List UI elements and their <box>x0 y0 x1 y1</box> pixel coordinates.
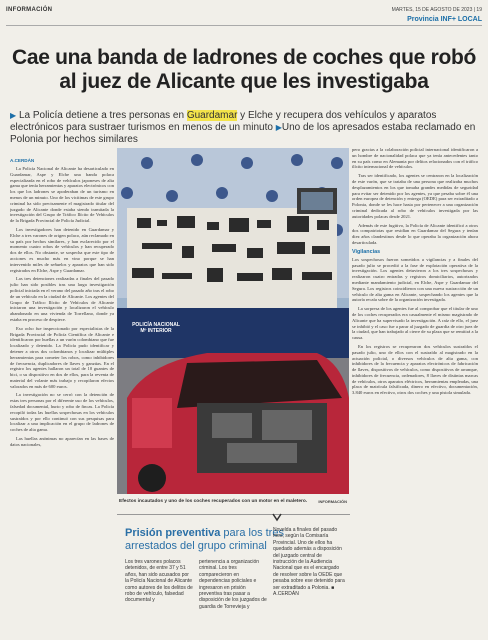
sidebar-box <box>117 514 350 626</box>
section-tag: INFORMACIÓN <box>6 7 53 13</box>
police-badge <box>121 322 191 334</box>
paragraph: Las tres detenciones realizadas a finales del pasado julio han sido posibles tras una larga investigación policial iniciada en el verano del pasado año tras el robo de un vehículo en la ciudad de Alicante. Los agentes del Grupo de Tráfico Ilícito de Vehículos de Alicante iniciaron una investigación y localizaron el vehículo abandonado en una vivienda de Torrellano, donde ya estaba en proceso de despiece. <box>10 276 114 322</box>
deck-text-3: Uno de los apresados estaba reclamado en Polonia por hechos similares <box>10 122 476 145</box>
paragraph: pero gracias a la colaboración policial internacional identificaron a un hombre de nacionalidad polaca que ya tenía antecedentes tanto en su país como en Alemania por delitos relacionados con el tráfico ilícito internacional de vehículos. <box>352 147 478 170</box>
triangle-bullet-icon: ▶ <box>275 123 282 132</box>
badge-line-1: POLICÍA NACIONAL <box>132 322 180 328</box>
brand-left: Provincia <box>407 16 439 23</box>
issue-date: MARTES, 15 DE AGOSTO DE 2023 | 19 <box>391 7 482 13</box>
paragraph: En los registros se recuperaron dos vehículos sustraídos el pasado julio, uno de ellos con el sustraído al magistrado en la actuación policial, o diversos vehículos de alta gama, con inhibidores de la frecuencia y aparatos electrónicos de fabricación de llaves, dispositivos de vehículos, como dispositivos de arranque, inhibidores de frecuencia, ordenadores, 8 llaves de distintas marcas de vehículos, otros aparatos eléctricos, herramientas empleadas, una placa de matrícula falsificada, dinero en efectivo, documentación, 3.840 euros en efectivo, otros dos coches y una pistola simulada. <box>352 343 478 396</box>
paragraph: Los investigadores han detenido en Guardamar y Elche a tres varones de origen polaco, aún reclamado en su país por hechos similares, y han esclarecido por el momento cuatro robos de vehículos y han recuperado dos de ellos. No obstante, se sospecha que este tipo de acciones es mucho más en vino porque se han intervenido miles de señuelos y aparatos que han sido registrados en Elche, Aspe y Guardamar. <box>10 226 114 273</box>
photo-credit: INFORMACIÓN <box>318 499 347 504</box>
photo-caption <box>117 496 349 510</box>
badge-line-2: Mº INTERIOR <box>140 328 172 334</box>
brand-right: INF+ LOCAL <box>440 16 482 23</box>
box-column-2: pertenencia a organización criminal. Los tres comparecieron en dependencias policiales e ingresaron en prisión preventiva tras pasar a disposición de los juzgados de guardia de Torrevieja y <box>199 559 267 610</box>
section-brand <box>407 16 482 23</box>
page-header <box>6 4 482 26</box>
paragraph: Tras ser identificado, los agentes se centraron en la localización de este varón, que se trataba de una persona que realizaba muchos desplazamientos en los que tomaba grandes medidas de seguridad para evitar ser detenido por los agentes, ya que pesaba sobre él una orden europea de detención y entrega (OEDE) para ser extraditado a Polonia, donde se les hace hasta por pertenecer a una organización criminal dedicada al robo de vehículos investigada por las autoridades polacas desde 2021. <box>352 173 478 219</box>
deck-text-1: La Policía detiene a tres personas en <box>18 110 187 121</box>
article-column-2 <box>352 147 478 627</box>
paragraph: Los sospechosos fueron sometidos a vigilancias y a finales del pasado julio se procedió a la fase de explotación operativa de la investigación. Los agentes detuvieron a los tres sospechosos y realizaron cuatro entradas y registros domiciliarios, autorizados mediante mandamiento judicial, en Elche, Aspe y Guardamar del Segura. Los registros coincidieron con una nueva sustracción de un vehículo de alta gama en Alicante, sospechando los agentes que la autoría recaía sobre de la organización investigada. <box>352 256 478 303</box>
paragraph: La Policía Nacional de Alicante ha desarticulado en Guardamar, Aspe y Elche una banda polaca especializada en el robo de vehículos japoneses de alta gama que tenía herramientas y aparatos electrónicos con los que los ladrones se apoderaban de un turismo en menos de un minuto. Uno de los vicitimas de este grupo criminal ha sido precisamente el magistrado titular del juzgado de Alicante donde estaba siendo tramitada la investigación del Grupo de Tráfico Ilícito de Vehículos de la Brigada Provincial de Policía Judicial. <box>10 166 114 224</box>
paragraph: Además de este fugitivo, la Policía de Alicante identificó a otros dos compatriotas que residían en Guardamar del Segura y tenían diez años clandestinos desde lo que operaba la organización ahora desarticulada. <box>352 222 478 245</box>
paragraph: Las huellas anónimas no aparecían en las bases de datos nacionales, <box>10 436 114 447</box>
byline: A.CERDÁN <box>10 158 35 163</box>
box-title-rest: para los tres arrestados del grupo criminal <box>125 527 284 552</box>
deck-highlight: Guardamar <box>186 110 238 121</box>
triangle-bullet-icon: ▶ <box>10 111 17 120</box>
subheading: Vigilancias <box>352 248 381 255</box>
arrow-down-icon <box>272 512 282 522</box>
headline: Cae una banda de ladrones de coches que robó al juez de Alicante que les investigaba <box>11 46 477 93</box>
box-column-1: Los tres varones polacos detenidos, de entre 37 y 51 años, han sido acusados por la Policía Nacional de Alicante como autores de los delitos de robo de vehículo, falsedad documental y <box>125 559 193 604</box>
box-title-bold: Prisión preventiva <box>125 527 221 539</box>
deck-text-2: y Elche y recupera dos vehículos y aparatos electrónicos para sustraer turismos en menos de un minuto <box>10 110 437 133</box>
caption-text: Efectos incautados y uno de los coches recuperados con un motor en el maletero. <box>119 499 308 504</box>
paragraph: Eso ocho fue inspeccionado por especialistas de la Brigada Provincial de Policía Científica de Alicante e identificaron por huellas a un varón colombiano que fue localizado y detenido. La Policía pudo identificar y detener a otros dos colombianos y localizar múltiples herramientas para cometer los robos, como inhibidores de frecuencia, duplicadores de llaves y ganzúas. En el registro los agentes hallaron un total de 10 guantes de bici, o su dispositivo en dos de ellos, para la reventa de material del volante más trabajo y recopilaron efectos valorados en más de 600 euros. <box>10 325 114 389</box>
deck-subtitle <box>10 110 480 146</box>
box-column-3: Novelda a finales del pasado mes, según la Comisaría Provincial. Uno de ellos ha quedado además a disposición del juzgado central de instrucción de la Audiencia Nacional que es el encargado de resolver sobre la OEDE que pesaba sobre ese detenido para ser extraditado a Polonia. ■ A.CERDÁN <box>273 527 345 598</box>
paragraph: La sorpresa de los agentes fue al comprobar que el titular de uno de los coches recuperados era casualmente el mismo magistrado de Alicante que ha supervisado la investigación. A raíz de ello, el juez se inhibió y el caso fue a parar al juzgado de guardia de otro juez de la ciudad, que han trabajado al cierre de su plaza que se remitirá a la causa. <box>352 306 478 341</box>
evidence-photo-illustration <box>117 148 349 494</box>
paragraph: La investigación no se cerró con la detención de estas tres personas por el diferente uso de los vehículos, falsedad documental, hurto y robo de fincas. La Policía recopiló todas las huellas sospechosas en los vehículos sustraídos y por ello continuó con sus pesquisas para localizar a una implicación en el grupo de ladrones de coches de alta gama. <box>10 392 114 433</box>
article-photo <box>117 148 349 494</box>
article-column-1 <box>10 158 114 628</box>
